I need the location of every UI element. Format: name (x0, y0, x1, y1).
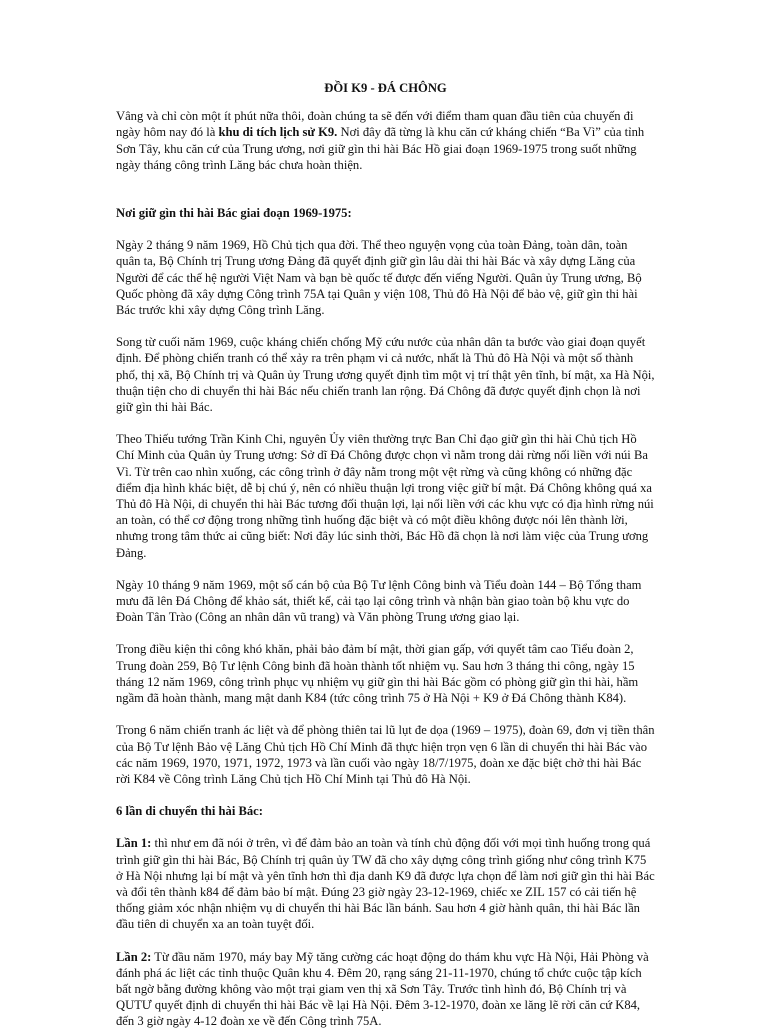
paragraph: Trong điều kiện thi công khó khăn, phải bảo đảm bí mật, thời gian gấp, với quyết tâm cao Tiểu đoàn 2, Trung đoàn 259, Bộ Tư lệnh Công binh đã hoàn thành tốt nhiệm vụ. Sau hơn 3 tháng thi công, ngày 15 tháng 12 năm 1969, công trình phục vụ nhiệm vụ giữ gìn thi hài Bác gồm có phòng giữ gìn thi hài, hầm ngầm đã hoàn thành, mang mật danh K84 (tức công trình 75 ở Hà Nội + K9 ở Đá Chông thành K84). (116, 642, 639, 706)
intro-paragraph (116, 108, 655, 173)
move-label: Lần 2: (116, 949, 152, 964)
paragraph: Theo Thiếu tướng Trần Kinh Chi, nguyên Ủy viên thường trực Ban Chỉ đạo giữ gìn thi hài Chủ tịch Hồ Chí Minh của Quân ủy Trung ương: Sở dĩ Đá Chông được chọn vì nằm trong dải rừng nối liền với núi Ba Vì. Từ trên cao nhìn xuống, các công trình ở đây nằm trong một vệt rừng và cũng không có những đặc điểm địa hình khác biệt, dễ bị chú ý, nên có nhiều thuận lợi trong việc giữ bí mật. Đá Chông không quá xa Thủ đô Hà Nội, di chuyển thi hài Bác tương đối thuận lợi, lại nối liền với các khu vực có địa hình rừng núi an toàn, có thể cơ động trong những tình huống đặc biệt và có một điều không được nói lên thành lời, nhưng trong tâm thức ai cũng biết: Nơi đây lúc sinh thời, Bác Hồ đã chọn là nơi làm việc của Trung ương Đảng. (116, 432, 654, 560)
intro-highlight: khu di tích lịch sử K9. (218, 125, 338, 140)
move-text: thì như em đã nói ở trên, vì để đảm bảo an toàn và tính chủ động đối với mọi tình huống trong quá trình giữ gìn thi hài Bác, Bộ Chính trị quân ủy TW đã cho xây dựng công trình giống như công trình K75 ở Hà Nội nhưng lại bí mật và yên tĩnh hơn thì địa danh K9 đã được lựa chọn để làm nơi giữ gìn thi hài Bác và đổi tên thành k84 để đảm bảo bí mật. Đúng 23 giờ ngày 23-12-1969, chiếc xe ZIL 157 có cải tiến hệ thống giảm xóc nhận nhiệm vụ di chuyển thi hài Bác lần bánh. Sau hơn 4 giờ hành quân, thi hài Bác lần đầu tiên di chuyển xa an toàn tuyệt đối. (116, 836, 655, 932)
paragraph: Song từ cuối năm 1969, cuộc kháng chiến chống Mỹ cứu nước của nhân dân ta bước vào giai đoạn quyết định. Để phòng chiến tranh có thể xảy ra trên phạm vi cả nước, nhất là Thủ đô Hà Nội và một số thành phố, thị xã, Bộ Chính trị và Quân ủy Trung ương quyết định tìm một vị trí thật yên tĩnh, bí mật, xa Hà Nội, thuận tiện cho di chuyển thi hài Bác nếu chiến tranh lan rộng. Đá Chông đã được quyết định chọn là nơi giữ gìn thi hài Bác. (116, 335, 655, 415)
section-heading-six-moves: 6 lần di chuyển thi hài Bác: (116, 804, 263, 819)
intro-text-end: Nơi đây đã từng là khu căn cứ kháng chiến “Ba Vì” của tỉnh Sơn Tây, khu căn cứ của Trung ương, nơi giữ gìn thi hài Bác Hồ giai đoạn 1969-1975 trong suốt những ngày tháng công trình Lăng bác chưa hoàn thiện. (116, 125, 645, 172)
intro-text-start: Vâng và chỉ còn một ít phút nữa thôi, đoàn chúng ta sẽ đến với điểm tham quan đầu tiên của chuyến đi ngày hôm nay đó là (116, 109, 634, 140)
paragraph: Ngày 10 tháng 9 năm 1969, một số cán bộ của Bộ Tư lệnh Công binh và Tiểu đoàn 144 – Bộ Tổng tham mưu đã lên Đá Chông để khảo sát, thiết kế, cải tạo lại công trình và nhận bàn giao toàn bộ khu vực do Đoàn Tân Trào (Công an nhân dân vũ trang) và Văn phòng Trung ương giao lại. (116, 577, 642, 625)
section-heading-1969-1975: Nơi giữ gìn thi hài Bác giai đoạn 1969-1975: (116, 206, 352, 221)
paragraph: Ngày 2 tháng 9 năm 1969, Hồ Chủ tịch qua đời. Thể theo nguyện vọng của toàn Đảng, toàn dân, toàn quân ta, Bộ Chính trị Trung ương Đảng đã quyết định giữ gìn lâu dài thi hài Bác và xây dựng Lăng của Người để các thế hệ người Việt Nam và bạn bè quốc tế được đến viếng Người. Quân ủy Trung ương, Bộ Quốc phòng đã xây dựng Công trình 75A tại Quân y viện 108, Thủ đô Hà Nội để bảo vệ, giữ gìn thi hài Bác trước khi xây dựng Công trình Lăng. (116, 238, 642, 318)
move-item (116, 835, 655, 932)
move-label: Lần 1: (116, 836, 152, 851)
move-item (116, 949, 655, 1030)
move-text: Từ đầu năm 1970, máy bay Mỹ tăng cường các hoạt động do thám khu vực Hà Nội, Hải Phòng và đánh phá ác liệt các tỉnh thuộc Quân khu 4. Đêm 20, rạng sáng 21-11-1970, chúng tổ chức cuộc tập kích bất ngờ bằng đường không vào một trại giam ven thị xã Sơn Tây. Trước tình hình đó, Bộ Chính trị và QUTƯ quyết định di chuyển thi hài Bác về lại Hà Nội. Đêm 3-12-1970, đoàn xe lăng lẽ rời căn cứ K84, đến 3 giờ ngày 4-12 đoàn xe về đến Công trình 75A. (116, 949, 649, 1029)
paragraph: Trong 6 năm chiến tranh ác liệt và để phòng thiên tai lũ lụt đe dọa (1969 – 1975), đoàn 69, đơn vị tiền thân của Bộ Tư lệnh Bảo vệ Lăng Chủ tịch Hồ Chí Minh đã thực hiện trọn vẹn 6 lần di chuyển thi hài Bác vào các năm 1969, 1970, 1971, 1972, 1973 và lần cuối vào ngày 18/7/1975, đoàn xe đặc biệt chở thi hài Bác rời K84 về Công trình Lăng Chủ tịch Hồ Chí Minh tại Thủ đô Hà Nội. (116, 723, 655, 786)
page-title: ĐỒI K9 - ĐÁ CHÔNG (324, 81, 447, 95)
